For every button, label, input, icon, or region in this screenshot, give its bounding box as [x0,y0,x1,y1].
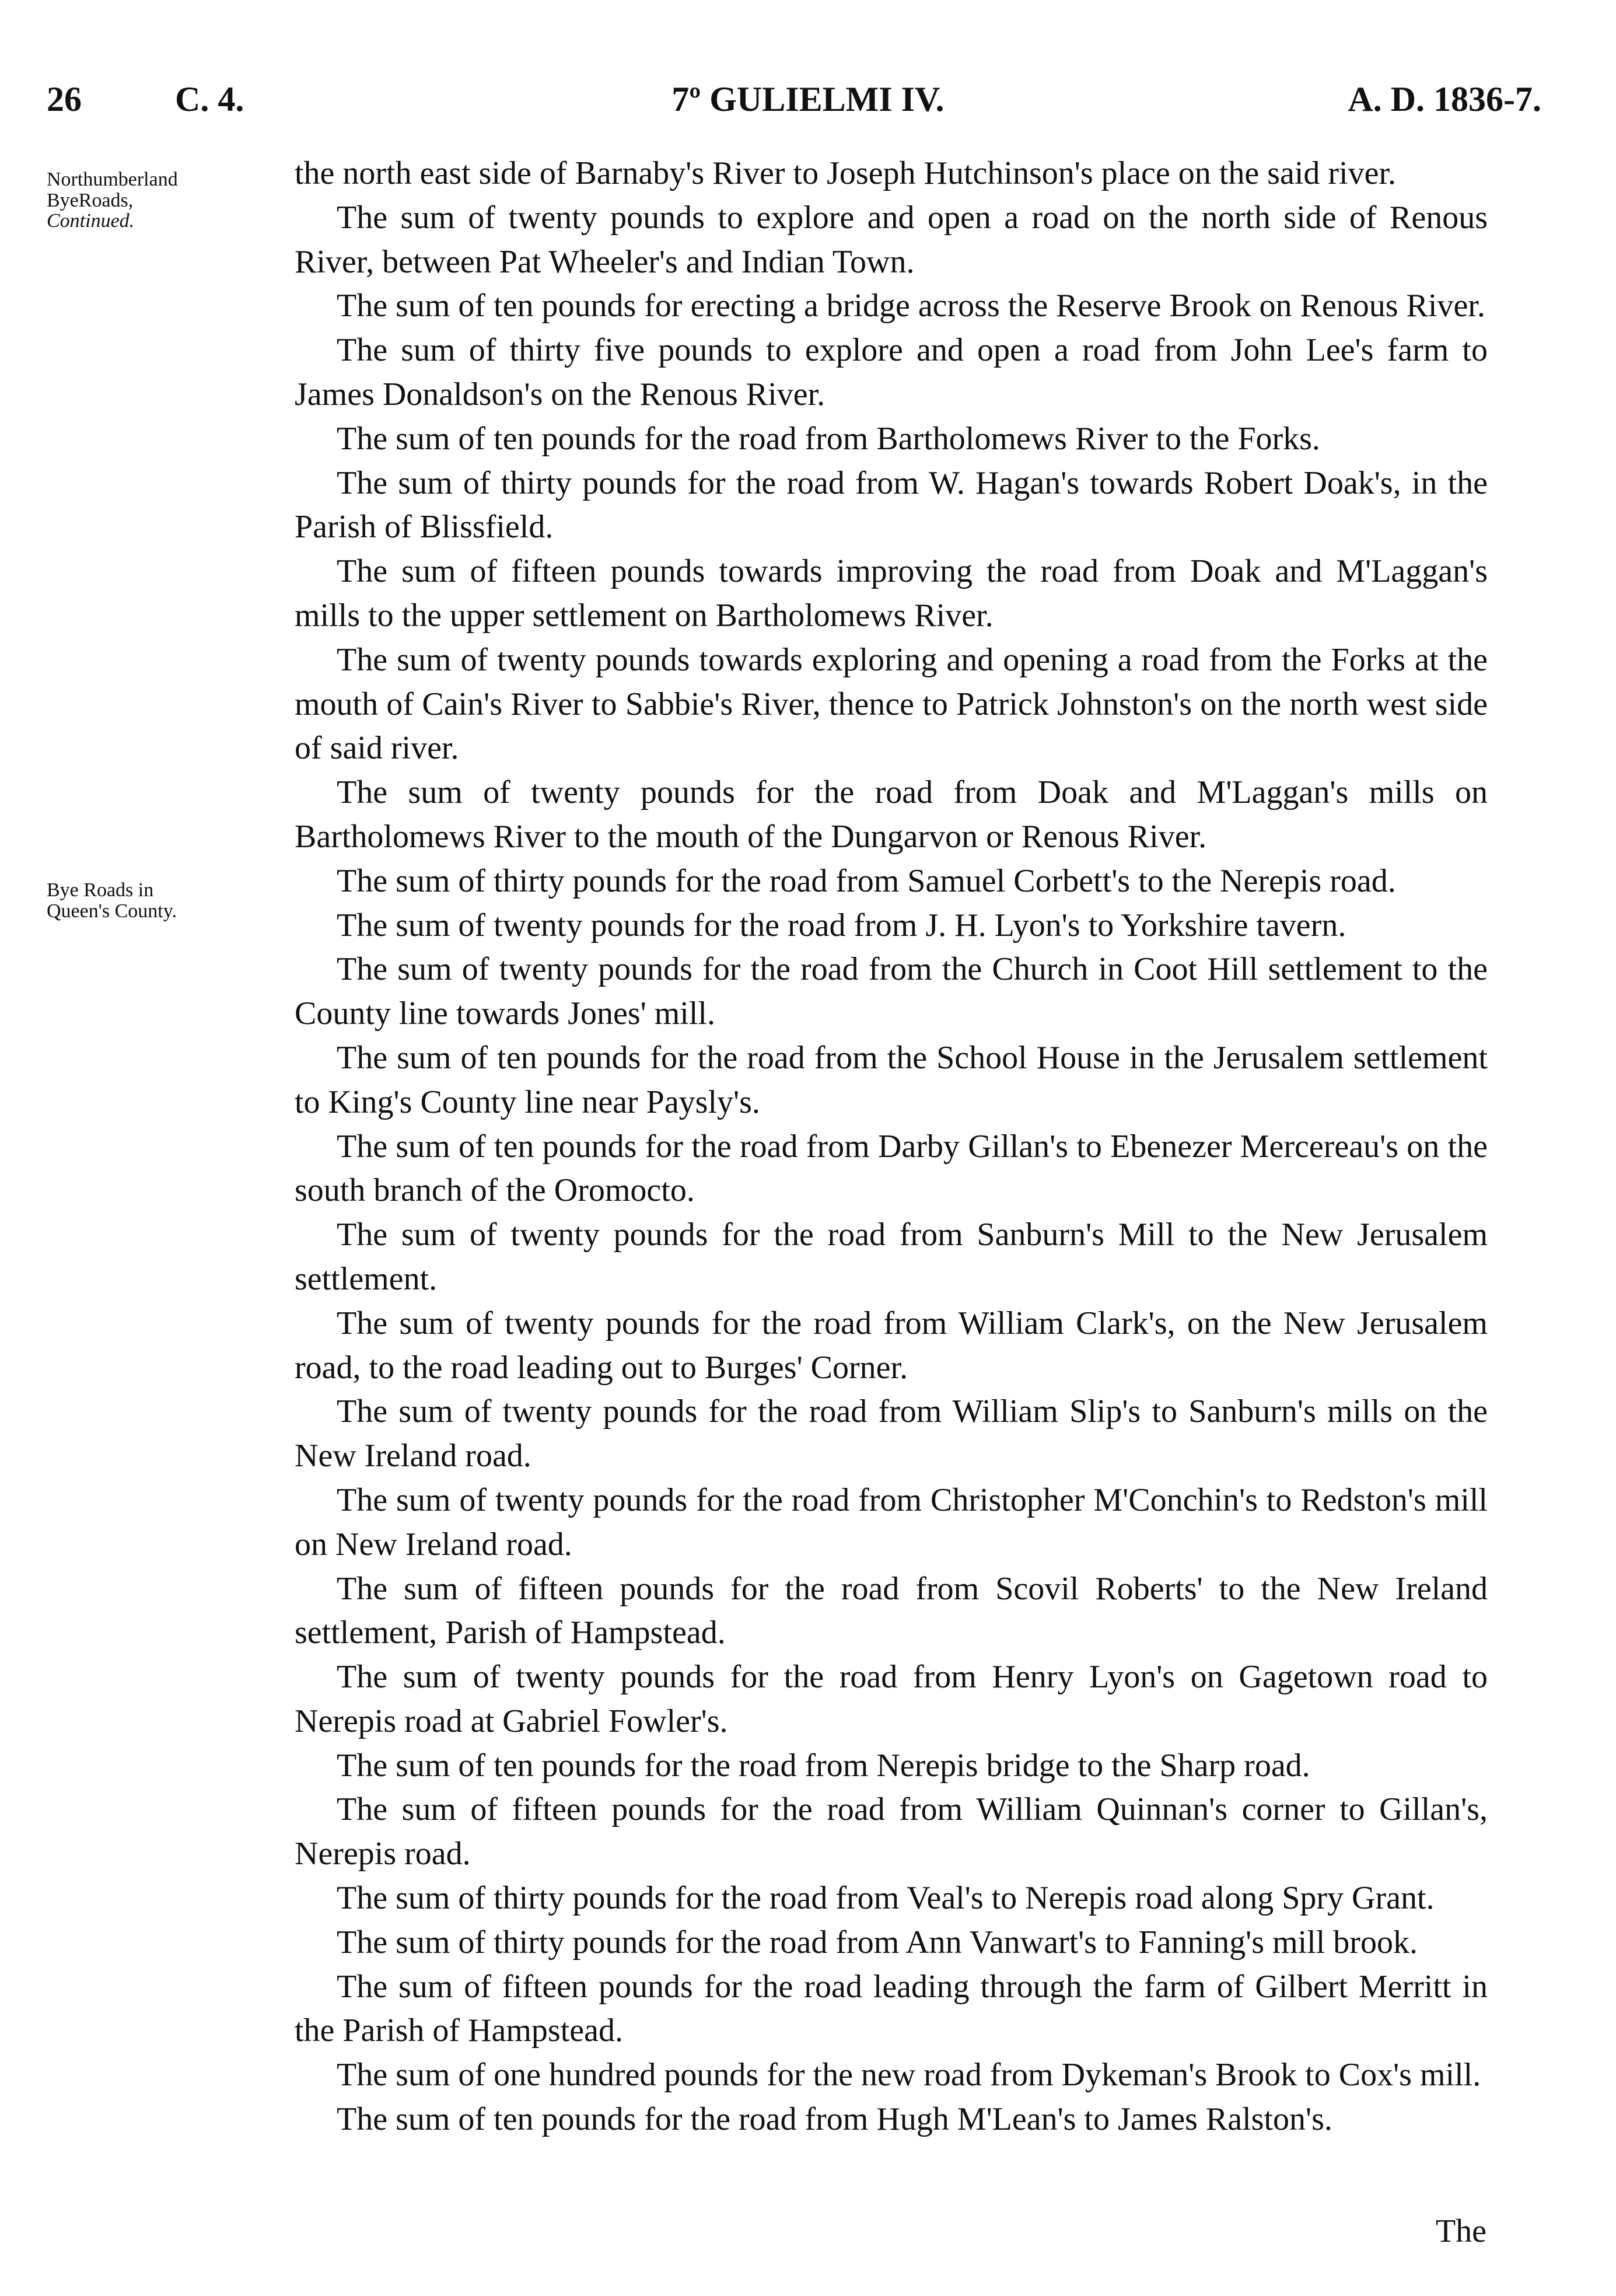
paragraph: The sum of twenty pounds to explore and open a road on the north side of Renous River, between Pat Wheeler's and Indian Town. [295,199,1488,280]
paragraph: The sum of thirty pounds for the road from Ann Vanwart's to Fanning's mill brook. [337,1924,1418,1960]
chapter-number: C. 4. [175,80,244,118]
margin-note-line: Bye Roads in [47,879,154,901]
margin-note-queens-county [47,880,286,921]
paragraph: The sum of twenty pounds for the road from William Clark's, on the New Jerusalem road, to the road leading out to Burges' Corner. [295,1305,1488,1386]
margin-note-line: Queen's County. [47,900,177,922]
paragraph: The sum of ten pounds for the road from the School House in the Jerusalem settlement to King's County line near Paysly's. [295,1039,1488,1120]
margin-note-line: ByeRoads, [47,189,134,211]
paragraph: The sum of twenty pounds towards exploring and opening a road from the Forks at the mouth of Cain's River to Sabbie's River, thence to Patrick Johnston's on the north west side of said river. [295,641,1488,767]
margin-note-line: Continued. [47,210,135,232]
paragraph: The sum of fifteen pounds for the road from Scovil Roberts' to the New Ireland settlement, Parish of Hampstead. [295,1570,1488,1651]
paragraph: The sum of twenty pounds for the road from the Church in Coot Hill settlement to the County line towards Jones' mill. [295,951,1488,1032]
page-number: 26 [47,80,82,118]
paragraph: The sum of thirty pounds for the road from Veal's to Nerepis road along Spry Grant. [337,1880,1435,1917]
year-heading: A. D. 1836-7. [1348,80,1541,118]
paragraph: The sum of ten pounds for erecting a bridge across the Reserve Brook on Renous River. [337,288,1485,324]
paragraph: The sum of fifteen pounds for the road leading through the farm of Gilbert Merritt in the Parish of Hampstead. [295,1968,1488,2049]
paragraph: The sum of twenty pounds for the road from Christopher M'Conchin's to Redston's mill on New Ireland road. [295,1481,1488,1563]
running-title: 7º GULIELMI IV. [671,80,945,118]
paragraph: The sum of twenty pounds for the road from Doak and M'Laggan's mills on Bartholomews River to the mouth of the Dungarvon or Renous River. [295,774,1488,855]
margin-note-northumberland [47,169,286,232]
paragraph: The sum of ten pounds for the road from Bartholomews River to the Forks. [337,420,1320,457]
paragraph: The sum of ten pounds for the road from Nerepis bridge to the Sharp road. [337,1747,1310,1784]
paragraph: The sum of ten pounds for the road from Hugh M'Lean's to James Ralston's. [337,2101,1332,2138]
paragraph: the north east side of Barnaby's River to Joseph Hutchinson's place on the said river. [295,155,1397,191]
paragraph: The sum of fifteen pounds towards improving the road from Doak and M'Laggan's mills to the upper settlement on Bartholomews River. [295,553,1488,634]
paragraph: The sum of fifteen pounds for the road from William Quinnan's corner to Gillan's, Nerepis road. [295,1791,1488,1872]
paragraph: The sum of twenty pounds for the road from Sanburn's Mill to the New Jerusalem settlement. [295,1217,1488,1297]
paragraph: The sum of twenty pounds for the road from Henry Lyon's on Gagetown road to Nerepis road at Gabriel Fowler's. [295,1659,1488,1739]
paragraph: The sum of thirty pounds for the road from Samuel Corbett's to the Nerepis road. [337,862,1396,899]
paragraph: The sum of thirty pounds for the road from W. Hagan's towards Robert Doak's, in the Parish of Blissfield. [295,464,1488,546]
body-text [295,152,1488,2142]
margin-note-line: Northumberland [47,169,178,190]
paragraph: The sum of twenty pounds for the road from William Slip's to Sanburn's mills on the New Ireland road. [295,1393,1488,1474]
paragraph: The sum of twenty pounds for the road from J. H. Lyon's to Yorkshire tavern. [337,907,1346,943]
catchword: The [1435,2213,1486,2249]
paragraph: The sum of one hundred pounds for the new road from Dykeman's Brook to Cox's mill. [337,2057,1481,2094]
paragraph: The sum of ten pounds for the road from Darby Gillan's to Ebenezer Mercereau's on the south branch of the Oromocto. [295,1128,1488,1209]
paragraph: The sum of thirty five pounds to explore and open a road from John Lee's farm to James Donaldson's on the Renous River. [295,332,1488,413]
